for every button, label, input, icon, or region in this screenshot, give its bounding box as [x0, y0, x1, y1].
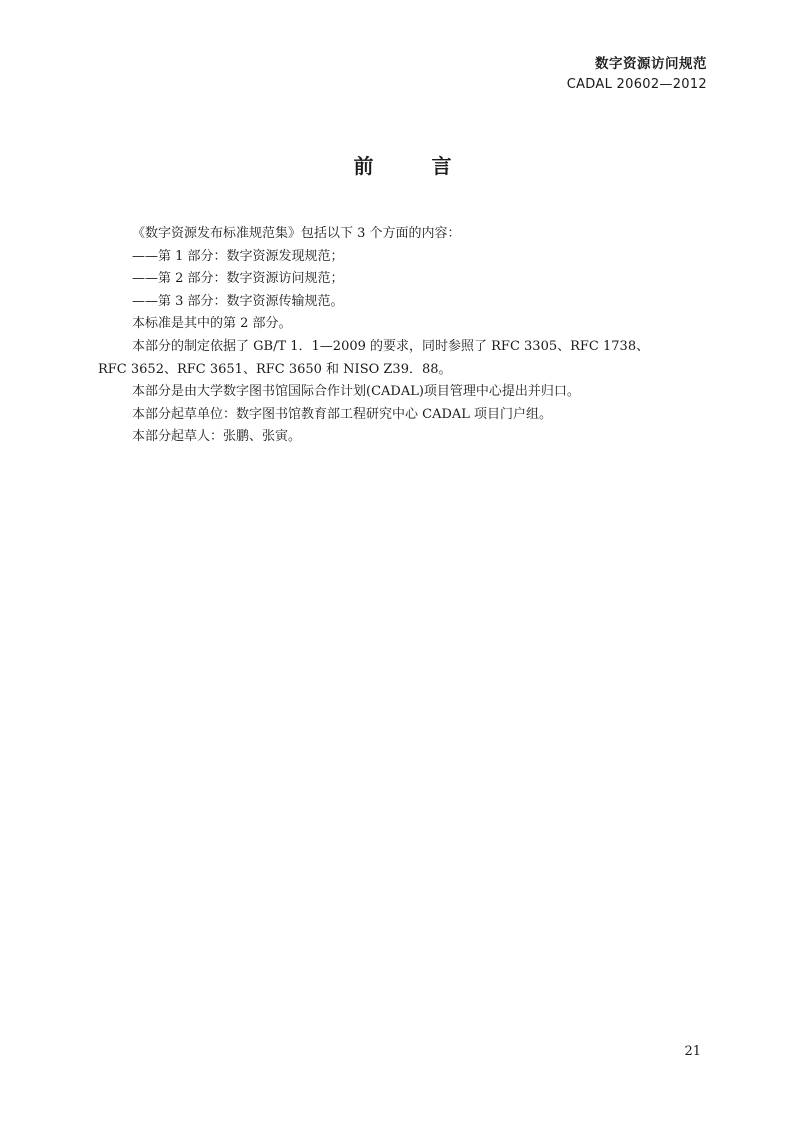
proposer-paragraph: 本部分是由大学数字图书馆国际合作计划(CADAL)项目管理中心提出并归口。 [132, 384, 580, 400]
list-item-part-3: ——第 3 部分：数字资源传输规范。 [132, 293, 344, 309]
drafting-unit-paragraph: 本部分起草单位：数字图书馆教育部工程研究中心 CADAL 项目门户组。 [132, 406, 553, 422]
list-item-part-1: ——第 1 部分：数字资源发现规范； [132, 248, 344, 264]
this-part-paragraph: 本标准是其中的第 2 部分。 [132, 316, 292, 332]
page-number: 21 [684, 1044, 701, 1059]
section-title: 前言 [353, 154, 510, 178]
header-title: 数字资源访问规范 [595, 56, 707, 72]
page-header [567, 54, 707, 96]
basis-paragraph-line-2: RFC 3652、RFC 3651、RFC 3650 和 NISO Z39．88。 [98, 361, 452, 377]
drafters-paragraph: 本部分起草人：张鹏、张寅。 [132, 429, 302, 445]
body-text [98, 223, 710, 449]
list-item-part-2: ——第 2 部分：数字资源访问规范； [132, 271, 344, 287]
header-standard-code: CADAL 20602—2012 [566, 77, 707, 92]
basis-paragraph-line-1: 本部分的制定依据了 GB/T 1．1—2009 的要求，同时参照了 RFC 3305、RFC 1738、 [132, 338, 650, 354]
intro-paragraph: 《数字资源发布标准规范集》包括以下 3 个方面的内容： [132, 226, 461, 241]
